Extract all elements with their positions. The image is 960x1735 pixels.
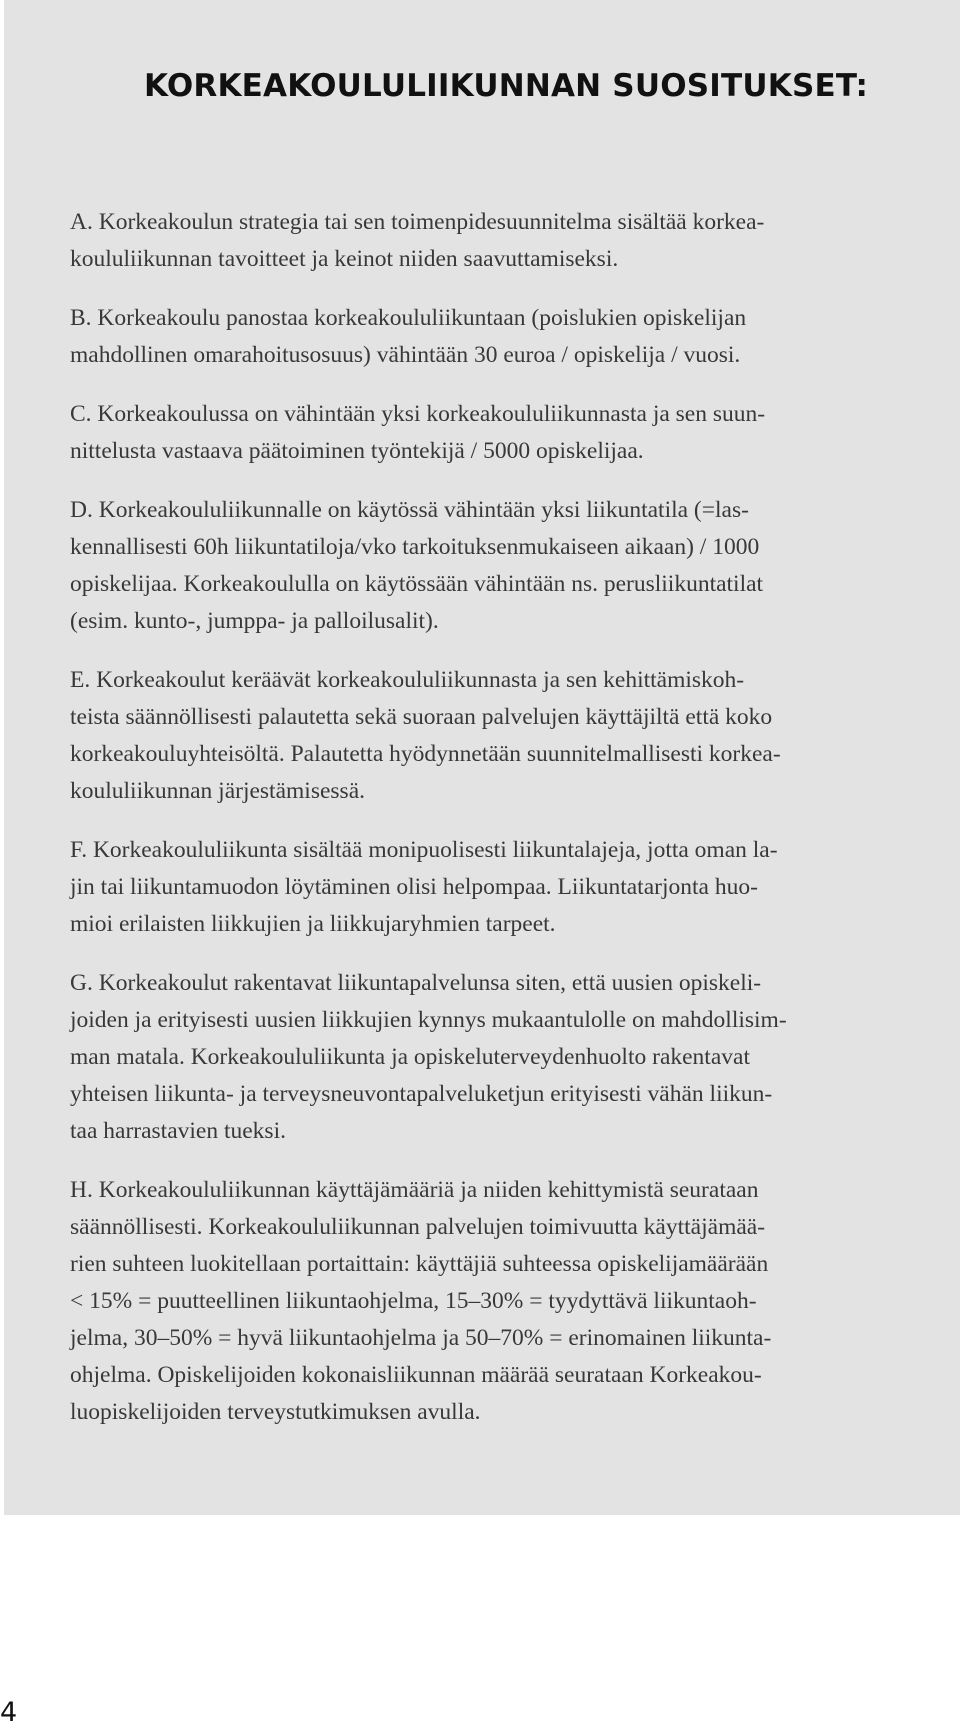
page-number: 4 — [0, 1697, 18, 1728]
recommendation-a — [70, 204, 906, 278]
recommendation-text: G. Korkeakoulut rakentavat liikuntapalvelunsa siten, että uusien opiskeli- joiden ja erityisesti uusien liikkujien kynnys mukaantulolle on mahdollisim- man matala. Korkeakoululiikunta ja opiskeluterveydenhuolto rakentavat yhteisen liikunta- ja terveysneuvontapalveluketjun erityisesti vähän liikun- taa harrastavien tueksi. — [70, 970, 787, 1144]
recommendation-text: F. Korkeakoululiikunta sisältää monipuolisesti liikuntalajeja, jotta oman la- jin tai liikuntamuodon löytäminen olisi helpompaa. Liikuntatarjonta huo- mioi erilaisten liikkujien ja liikkujaryhmien tarpeet. — [70, 837, 778, 937]
page-title: KORKEAKOULULIIKUNNAN SUOSITUKSET: — [144, 68, 869, 104]
recommendation-d — [70, 492, 906, 640]
recommendation-text: B. Korkeakoulu panostaa korkeakoululiikuntaan (poislukien opiskelijan mahdollinen omarahoitusosuus) vähintään 30 euroa / opiskelija / vuosi. — [70, 305, 747, 368]
recommendation-e — [70, 662, 906, 810]
recommendations-panel — [4, 0, 960, 1515]
recommendation-text: D. Korkeakoululiikunnalle on käytössä vähintään yksi liikuntatila (=las- kennallisesti 60h liikuntatiloja/vko tarkoituksenmukaiseen aikaan) / 1000 opiskelijaa. Korkeakoululla on käytössään vähintään ns. perusliikuntatilat (esim. kunto-, jumppa- ja palloilusalit). — [70, 497, 764, 634]
recommendation-f — [70, 832, 906, 943]
recommendation-h — [70, 1172, 906, 1431]
recommendation-text: A. Korkeakoulun strategia tai sen toimenpidesuunnitelma sisältää korkea- koululiikunnan tavoitteet ja keinot niiden saavuttamiseksi. — [70, 209, 765, 272]
recommendation-text: C. Korkeakoulussa on vähintään yksi korkeakoululiikunnasta ja sen suun- nittelusta vastaava päätoiminen työntekijä / 5000 opiskelijaa. — [70, 401, 766, 464]
recommendation-c — [70, 396, 906, 470]
recommendation-text: H. Korkeakoululiikunnan käyttäjämääriä ja niiden kehittymistä seurataan säännöllisesti. Korkeakoululiikunnan palvelujen toimivuutta käyttäjämää- rien suhteen luokitellaan portaittain: käyttäjiä suhteessa opiskelijamäärään < 15% = puutteellinen liikuntaohjelma, 15–30% = tyydyttävä liikuntaoh- jelma, 30–50% = hyvä liikuntaohjelma ja 50–70% = erinomainen liikunta- ohjelma. Opiskelijoiden kokonaisliikunnan määrää seurataan Korkeakou- luopiskelijoiden terveystutkimuksen avulla. — [70, 1177, 772, 1425]
recommendations-list — [70, 204, 906, 1453]
recommendation-g — [70, 965, 906, 1150]
recommendation-b — [70, 300, 906, 374]
recommendation-text: E. Korkeakoulut keräävät korkeakoululiikunnasta ja sen kehittämiskoh- teista säännöllisesti palautetta sekä suoraan palvelujen käyttäjiltä että koko korkeakouluyhteisöltä. Palautetta hyödynnetään suunnitelmallisesti korkea- koululiikunnan järjestämisessä. — [70, 667, 781, 804]
